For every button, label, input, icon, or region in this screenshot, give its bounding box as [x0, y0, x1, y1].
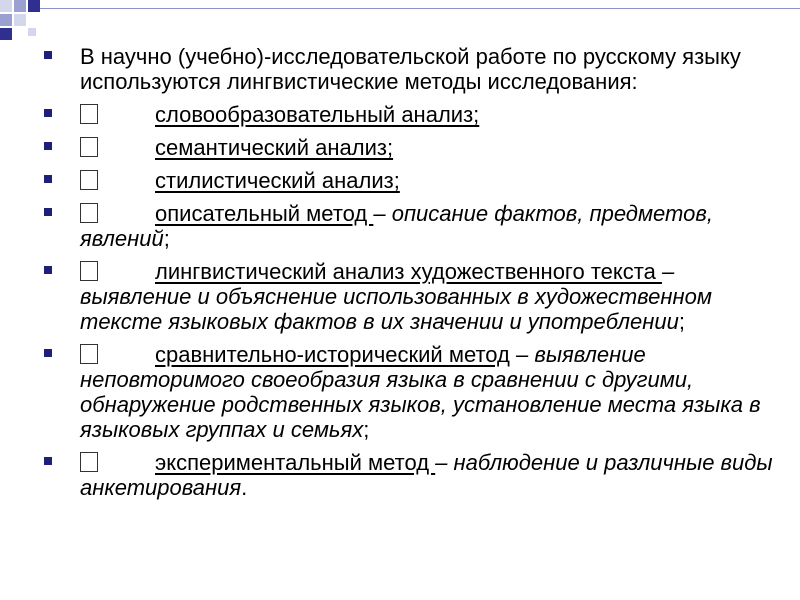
method-item	[40, 450, 790, 500]
method-term: описательный метод	[155, 201, 374, 226]
method-term: лингвистический анализ художественного текста	[155, 259, 662, 284]
top-accent-line	[40, 8, 800, 9]
method-term: семантический анализ;	[155, 135, 394, 160]
method-item	[40, 168, 790, 193]
missing-glyph-box-icon	[80, 344, 98, 364]
method-term: сравнительно-исторический метод	[155, 342, 510, 367]
missing-glyph-box-icon	[80, 452, 98, 472]
method-tail: ;	[163, 226, 170, 251]
missing-glyph-box-icon	[80, 261, 98, 281]
method-item	[40, 201, 790, 251]
method-description: – описание фактов, предметов, явлений	[80, 201, 713, 251]
deco-square	[0, 14, 12, 26]
method-term: словообразовательный анализ;	[155, 102, 480, 127]
missing-glyph-box-icon	[80, 170, 98, 190]
square-bullet-icon	[44, 175, 52, 183]
square-bullet-icon	[44, 109, 52, 117]
deco-square	[14, 0, 26, 12]
square-bullet-icon	[44, 457, 52, 465]
deco-square	[0, 28, 12, 40]
square-bullet-icon	[44, 208, 52, 216]
method-tail: ;	[678, 309, 685, 334]
missing-glyph-box-icon	[80, 104, 98, 124]
square-bullet-icon	[44, 266, 52, 274]
method-description: – выявление и объяснение использованных в художественном тексте языковых фактов в их значении и употреблении	[80, 259, 712, 334]
deco-square	[28, 0, 40, 12]
square-bullet-icon	[44, 142, 52, 150]
slide-body	[40, 44, 790, 508]
deco-square	[28, 28, 36, 36]
method-tail: .	[241, 475, 248, 500]
method-tail: ;	[363, 417, 370, 442]
method-item	[40, 342, 790, 442]
method-term: экспериментальный метод	[155, 450, 436, 475]
method-item	[40, 102, 790, 127]
square-bullet-icon	[44, 349, 52, 357]
method-term: стилистический анализ;	[155, 168, 400, 193]
method-item	[40, 259, 790, 334]
deco-square	[14, 14, 26, 26]
missing-glyph-box-icon	[80, 137, 98, 157]
intro-text: В научно (учебно)-исследовательской работе по русскому языку используются лингвистические методы исследования:	[80, 44, 741, 94]
method-description: – наблюдение и различные виды анкетирования	[80, 450, 773, 500]
method-description: – выявление неповторимого своеобразия языка в сравнении с другими, обнаружение родственных языков, установление места языка в языковых группах и семьях	[80, 342, 761, 442]
method-item	[40, 135, 790, 160]
intro-paragraph	[40, 44, 790, 94]
square-bullet-icon	[44, 51, 52, 59]
missing-glyph-box-icon	[80, 203, 98, 223]
deco-square	[0, 0, 12, 12]
